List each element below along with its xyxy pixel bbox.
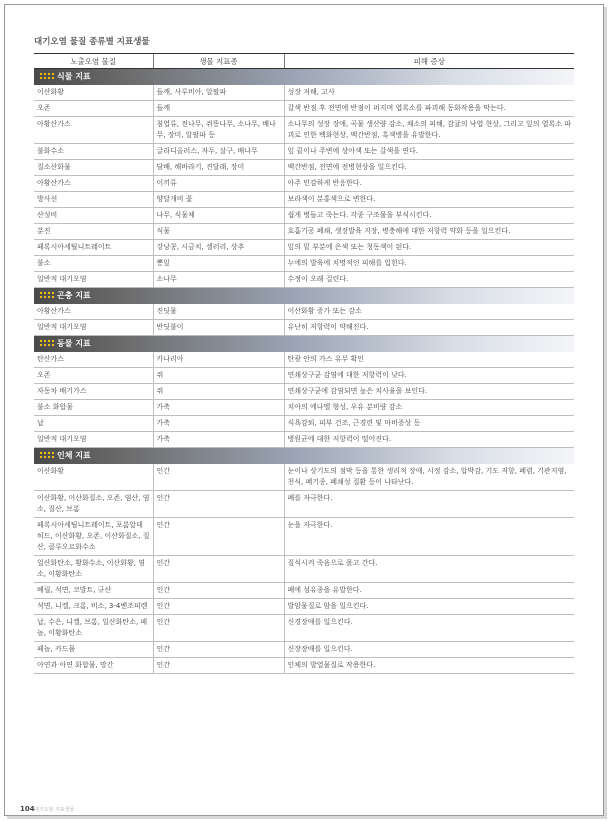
- cell-pollutant: 분진: [34, 224, 153, 240]
- cell-pollutant: 아황산가스: [34, 176, 153, 192]
- section-band: [34, 448, 574, 464]
- table-row: [34, 615, 574, 642]
- cell-pollutant: 납: [34, 416, 153, 432]
- cell-damage-symptom: 연쇄상구균 감염에 대한 저항력이 낮다.: [284, 368, 574, 384]
- cell-pollutant: 자동차 배기가스: [34, 384, 153, 400]
- table-row: [34, 583, 574, 599]
- cell-indicator-species: 카나리아: [153, 352, 284, 368]
- cell-damage-symptom: 질식시켜 죽음으로 몰고 간다.: [284, 556, 574, 583]
- table-header-row: [34, 54, 574, 69]
- cell-indicator-species: 들깨: [153, 101, 284, 117]
- cell-indicator-species: 인간: [153, 556, 284, 583]
- table-row: [34, 192, 574, 208]
- table-row: [34, 400, 574, 416]
- table-row: [34, 556, 574, 583]
- dot-grid-icon: [39, 72, 55, 80]
- cell-indicator-species: 반딧불이: [153, 320, 284, 336]
- cell-pollutant: 산성비: [34, 208, 153, 224]
- section-label: 인체 지표: [57, 451, 91, 460]
- cell-damage-symptom: 쉽게 병들고 죽는다. 각종 구조물을 부식시킨다.: [284, 208, 574, 224]
- section-label: 곤충 지표: [57, 291, 91, 300]
- cell-damage-symptom: 누에의 발육에 치명적인 피해를 입힌다.: [284, 256, 574, 272]
- cell-indicator-species: 양달개비 꽃: [153, 192, 284, 208]
- cell-indicator-species: 가축: [153, 432, 284, 448]
- cell-damage-symptom: 호흡기공 폐쇄, 생장발육 지장, 병충해에 대한 저항력 약화 등을 일으킨다.: [284, 224, 574, 240]
- page-tag: 대기오염 지표생물: [34, 807, 75, 813]
- cell-indicator-species: 이끼류: [153, 176, 284, 192]
- dot-grid-icon: [39, 339, 55, 347]
- cell-indicator-species: 담배, 해바라기, 진달래, 장미: [153, 160, 284, 176]
- cell-pollutant: 불소 화합물: [34, 400, 153, 416]
- table-body: [34, 69, 574, 674]
- dot-grid-icon: [39, 451, 55, 459]
- header-indicator-species: 생물 지표종: [153, 54, 284, 69]
- cell-pollutant: 아황산가스: [34, 304, 153, 320]
- cell-indicator-species: 강낭콩, 시금치, 셀러리, 상추: [153, 240, 284, 256]
- table-row: [34, 176, 574, 192]
- section-human: [34, 448, 574, 465]
- cell-pollutant: 오존: [34, 368, 153, 384]
- cell-pollutant: 일반적 대기오염: [34, 320, 153, 336]
- header-pollutant: 노출오염 물질: [34, 54, 153, 69]
- cell-pollutant: 페록시아세틸니트레이트: [34, 240, 153, 256]
- cell-pollutant: 이산화황: [34, 85, 153, 101]
- cell-indicator-species: 쥐: [153, 384, 284, 400]
- table-row: [34, 658, 574, 674]
- document-title: 대기오염 물질 종류별 지표생물: [34, 37, 150, 47]
- indicator-table: [34, 53, 574, 674]
- table-row: [34, 432, 574, 448]
- cell-pollutant: 석면, 니켈, 크롬, 비소, 3-4벤조피렌: [34, 599, 153, 615]
- section-band: [34, 336, 574, 352]
- section-band: [34, 288, 574, 304]
- cell-pollutant: 불화수소: [34, 144, 153, 160]
- cell-damage-symptom: 병원균에 대한 저항력이 떨어진다.: [284, 432, 574, 448]
- cell-indicator-species: 인간: [153, 642, 284, 658]
- table-row: [34, 144, 574, 160]
- section-insect: [34, 288, 574, 305]
- cell-pollutant: 불소: [34, 256, 153, 272]
- cell-damage-symptom: 수정이 오래 걸린다.: [284, 272, 574, 288]
- cell-pollutant: 페록시아세틸니트레이트, 포름알데히드, 이산화황, 오존, 이산화질소, 질산, 클루오르화수소: [34, 518, 153, 556]
- cell-damage-symptom: 치아의 에나멜 형성, 우유 분비량 감소: [284, 400, 574, 416]
- table-row: [34, 85, 574, 101]
- table-row: [34, 208, 574, 224]
- cell-indicator-species: 인간: [153, 464, 284, 491]
- cell-pollutant: 베릴, 석면, 코발트, 규산: [34, 583, 153, 599]
- table-row: [34, 491, 574, 518]
- cell-damage-symptom: 잎 끝이나 주변에 상아색 또는 갈색을 띤다.: [284, 144, 574, 160]
- table-row: [34, 224, 574, 240]
- table-row: [34, 101, 574, 117]
- cell-damage-symptom: 폐를 자극한다.: [284, 491, 574, 518]
- cell-damage-symptom: 맥간반점, 전면에 전병현상을 일으킨다.: [284, 160, 574, 176]
- section-label: 동물 지표: [57, 339, 91, 348]
- table-row: [34, 256, 574, 272]
- table-row: [34, 352, 574, 368]
- cell-indicator-species: 들깨, 사루비아, 알팔파: [153, 85, 284, 101]
- table-row: [34, 240, 574, 256]
- table-row: [34, 416, 574, 432]
- cell-damage-symptom: 유난히 저항력이 약해진다.: [284, 320, 574, 336]
- cell-indicator-species: 나무, 식물체: [153, 208, 284, 224]
- cell-damage-symptom: 소나무의 성장 장애, 곡물 생산량 감소, 채소의 피해, 감귤의 낙엽 현상, 그리고 잎의 엽록소 파괴로 인한 백화현상, 맥간반점, 흑색병을 유발한다.: [284, 117, 574, 144]
- cell-pollutant: 일산화탄소, 황화수소, 이산화황, 염소, 이황화탄소: [34, 556, 153, 583]
- cell-pollutant: 일반적 대기오염: [34, 432, 153, 448]
- header-damage-symptom: 피해 증상: [284, 54, 574, 69]
- dot-grid-icon: [39, 291, 55, 299]
- cell-pollutant: 질소산화물: [34, 160, 153, 176]
- cell-indicator-species: 진딧물: [153, 304, 284, 320]
- cell-pollutant: 방사선: [34, 192, 153, 208]
- section-plant: [34, 69, 574, 86]
- table-row: [34, 464, 574, 491]
- cell-indicator-species: 인간: [153, 599, 284, 615]
- cell-damage-symptom: 이산화황 증가 또는 감소: [284, 304, 574, 320]
- table-row: [34, 117, 574, 144]
- cell-damage-symptom: 잎의 밑 부분에 은색 또는 청동색이 된다.: [284, 240, 574, 256]
- section-band: [34, 69, 574, 85]
- cell-damage-symptom: 성장 저해, 고사: [284, 85, 574, 101]
- table-row: [34, 599, 574, 615]
- cell-damage-symptom: 보라색이 분홍색으로 변한다.: [284, 192, 574, 208]
- table-row: [34, 304, 574, 320]
- cell-pollutant: 오존: [34, 101, 153, 117]
- cell-damage-symptom: 연쇄상구균에 감염되면 높은 치사율을 보인다.: [284, 384, 574, 400]
- cell-damage-symptom: 인체의 발열물질로 작용한다.: [284, 658, 574, 674]
- cell-indicator-species: 인간: [153, 658, 284, 674]
- cell-damage-symptom: 탄광 안의 가스 유무 확인: [284, 352, 574, 368]
- table-row: [34, 272, 574, 288]
- cell-damage-symptom: 발암물질로 암을 일으킨다.: [284, 599, 574, 615]
- table-row: [34, 518, 574, 556]
- cell-pollutant: 이산화황, 이산화질소, 오존, 염산, 염소, 질산, 브롬: [34, 491, 153, 518]
- cell-damage-symptom: 눈을 자극한다.: [284, 518, 574, 556]
- cell-pollutant: 이산화황: [34, 464, 153, 491]
- cell-damage-symptom: 아주 민감하게 반응한다.: [284, 176, 574, 192]
- cell-pollutant: 아연과 아연 화합물, 망간: [34, 658, 153, 674]
- cell-damage-symptom: 식욕감퇴, 피부 건조, 근경련 및 마비증상 등: [284, 416, 574, 432]
- cell-pollutant: 일반적 대기오염: [34, 272, 153, 288]
- cell-indicator-species: 식물: [153, 224, 284, 240]
- page-number: 104: [20, 805, 35, 813]
- section-animal: [34, 336, 574, 353]
- cell-indicator-species: 소나무: [153, 272, 284, 288]
- cell-pollutant: 아황산가스: [34, 117, 153, 144]
- table-row: [34, 642, 574, 658]
- table-row: [34, 320, 574, 336]
- cell-damage-symptom: 폐에 섬유종을 유발한다.: [284, 583, 574, 599]
- cell-damage-symptom: 신경장애를 일으킨다.: [284, 615, 574, 642]
- cell-indicator-species: 글라디올러스, 자두, 살구, 배나무: [153, 144, 284, 160]
- table-row: [34, 368, 574, 384]
- cell-indicator-species: 인간: [153, 491, 284, 518]
- cell-indicator-species: 인간: [153, 615, 284, 642]
- section-label: 식물 지표: [57, 72, 91, 81]
- cell-pollutant: 납, 수은, 니켈, 브롬, 일산화탄소, 페놀, 이황화탄소: [34, 615, 153, 642]
- table-row: [34, 160, 574, 176]
- cell-indicator-species: 쥐: [153, 368, 284, 384]
- cell-damage-symptom: 신장장애를 일으킨다.: [284, 642, 574, 658]
- cell-indicator-species: 인간: [153, 583, 284, 599]
- cell-indicator-species: 침엽류, 전나무, 쥐똥나무, 소나무, 배나무, 장미, 알팔파 등: [153, 117, 284, 144]
- cell-indicator-species: 뽕잎: [153, 256, 284, 272]
- cell-damage-symptom: 갈색 반점 후 전면에 반점이 퍼지며 엽록소를 파괴해 동화작용을 막는다.: [284, 101, 574, 117]
- cell-pollutant: 페놀, 카드뮴: [34, 642, 153, 658]
- cell-indicator-species: 인간: [153, 518, 284, 556]
- cell-indicator-species: 가축: [153, 416, 284, 432]
- cell-pollutant: 탄산가스: [34, 352, 153, 368]
- cell-indicator-species: 가축: [153, 400, 284, 416]
- table-row: [34, 384, 574, 400]
- cell-damage-symptom: 눈이나 상기도의 점막 등을 통한 생리적 장애, 시정 감소, 압박감, 기도 저항, 폐렴, 기관지염, 천식, 폐기종, 폐쇄성 질환 등이 나타난다.: [284, 464, 574, 491]
